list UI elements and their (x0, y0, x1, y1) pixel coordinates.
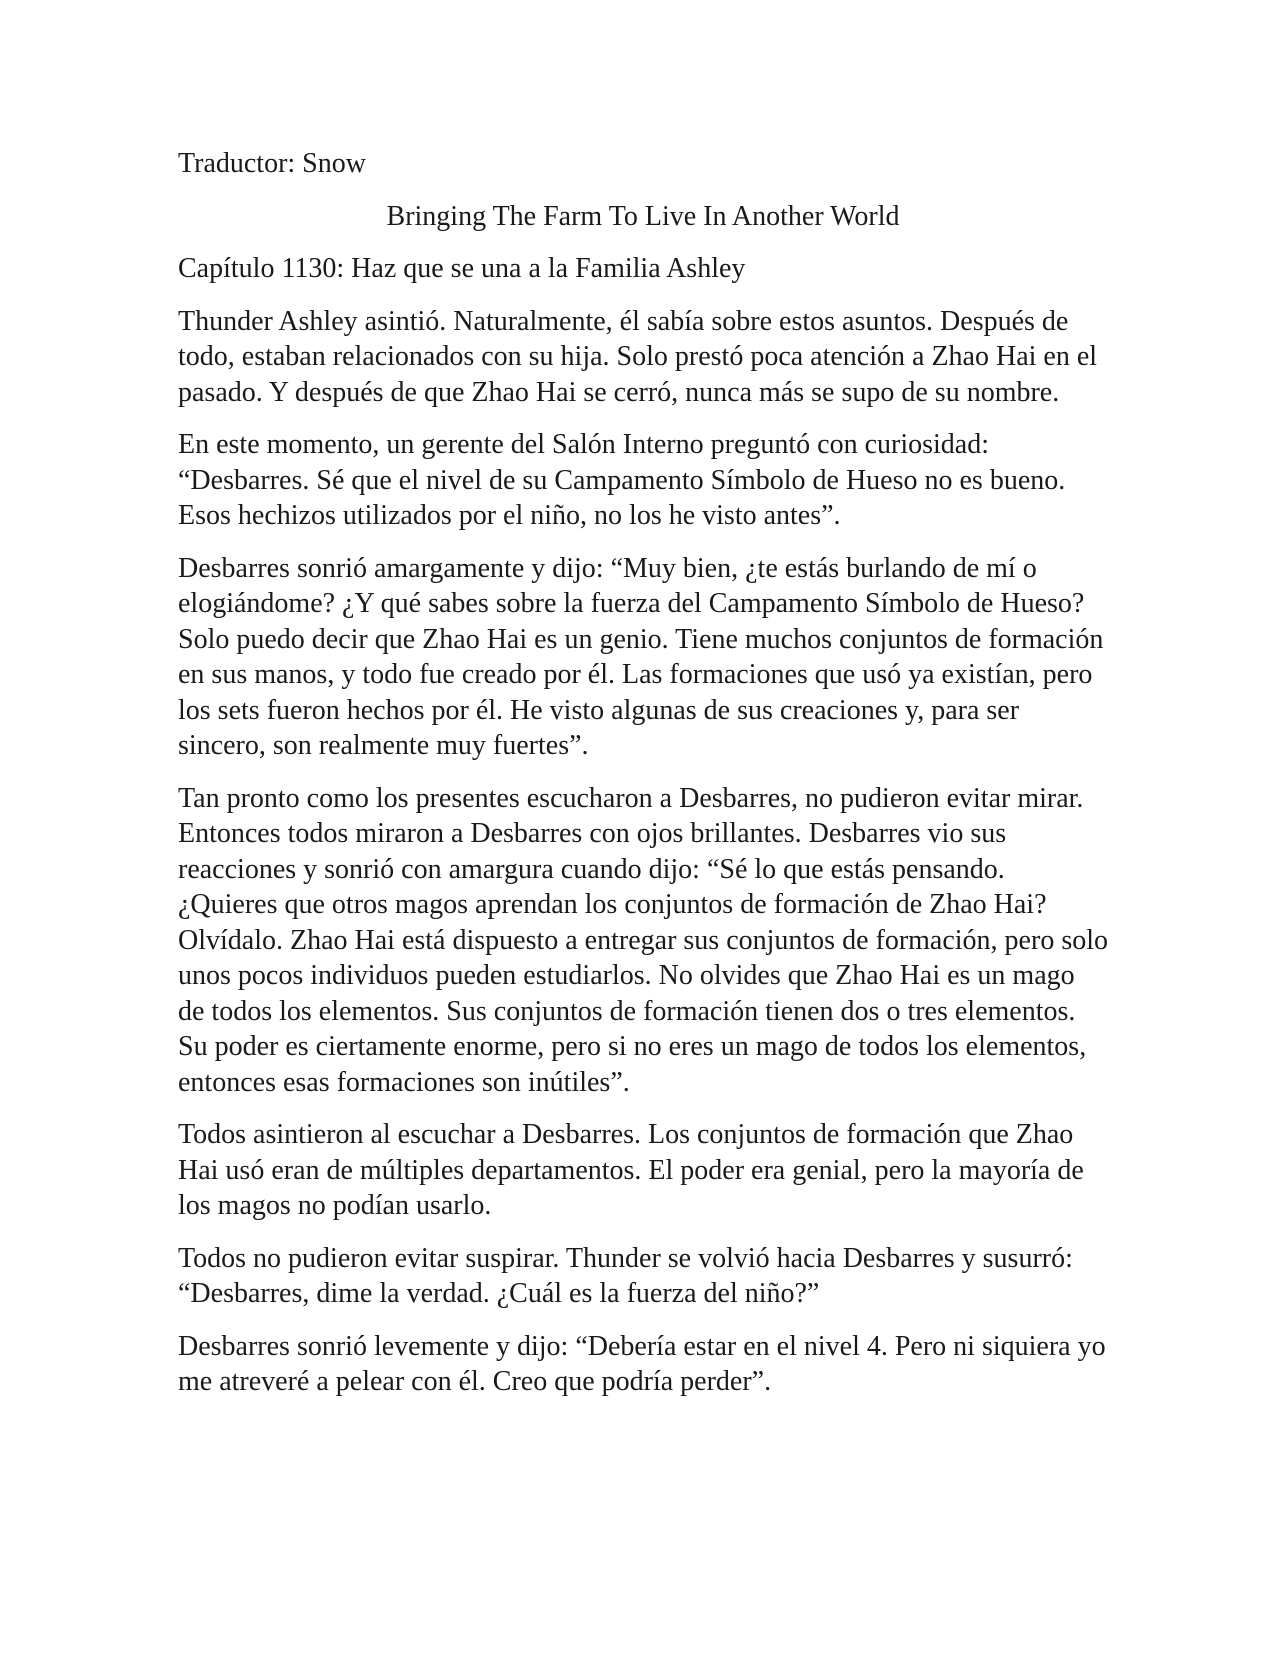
document-body (178, 146, 1108, 1417)
paragraph-1: Thunder Ashley asintió. Naturalmente, él sabía sobre estos asuntos. Después de todo, estaban relacionados con su hija. Solo prestó poca atención a Zhao Hai en el pasado. Y después de que Zhao Hai se cerró, nunca más se supo de su nombre. (178, 305, 1098, 408)
paragraph-3: Desbarres sonrió amargamente y dijo: “Muy bien, ¿te estás burlando de mí o elogiándome? ¿Y qué sabes sobre la fuerza del Campamento Símbolo de Hueso? Solo puedo decir que Zhao Hai es un genio. Tiene muchos conjuntos de formación en sus manos, y todo fue creado por él. Las formaciones que usó ya existían, pero los sets fueron hechos por él. He visto algunas de sus creaciones y, para ser sincero, son realmente muy fuertes”. (178, 552, 1104, 761)
paragraph-5: Todos asintieron al escuchar a Desbarres. Los conjuntos de formación que Zhao Hai usó eran de múltiples departamentos. El poder era genial, pero la mayoría de los magos no podían usarlo. (178, 1119, 1084, 1221)
paragraph-2: En este momento, un gerente del Salón Interno preguntó con curiosidad: “Desbarres. Sé que el nivel de su Campamento Símbolo de Hueso no es bueno. Esos hechizos utilizados por el niño, no los he visto antes”. (178, 429, 1066, 531)
chapter-heading: Capítulo 1130: Haz que se una a la Familia Ashley (178, 253, 746, 284)
paragraph-7: Desbarres sonrió levemente y dijo: “Debería estar en el nivel 4. Pero ni siquiera yo me atreveré a pelear con él. Creo que podría perder”. (178, 1330, 1106, 1397)
book-title: Bringing The Farm To Live In Another World (386, 200, 900, 232)
paragraph-6: Todos no pudieron evitar suspirar. Thunder se volvió hacia Desbarres y susurró: “Desbarres, dime la verdad. ¿Cuál es la fuerza del niño?” (178, 1242, 1073, 1309)
translator-credit: Traductor: Snow (178, 148, 366, 179)
paragraph-4: Tan pronto como los presentes escucharon a Desbarres, no pudieron evitar mirar. Entonces todos miraron a Desbarres con ojos brillantes. Desbarres vio sus reacciones y sonrió con amargura cuando dijo: “Sé lo que estás pensando. ¿Quieres que otros magos aprendan los conjuntos de formación de Zhao Hai? Olvídalo. Zhao Hai está dispuesto a entregar sus conjuntos de formación, pero solo unos pocos individuos pueden estudiarlos. No olvides que Zhao Hai es un mago de todos los elementos. Sus conjuntos de formación tienen dos o tres elementos. Su poder es ciertamente enorme, pero si no eres un mago de todos los elementos, entonces esas formaciones son inútiles”. (178, 782, 1108, 1098)
